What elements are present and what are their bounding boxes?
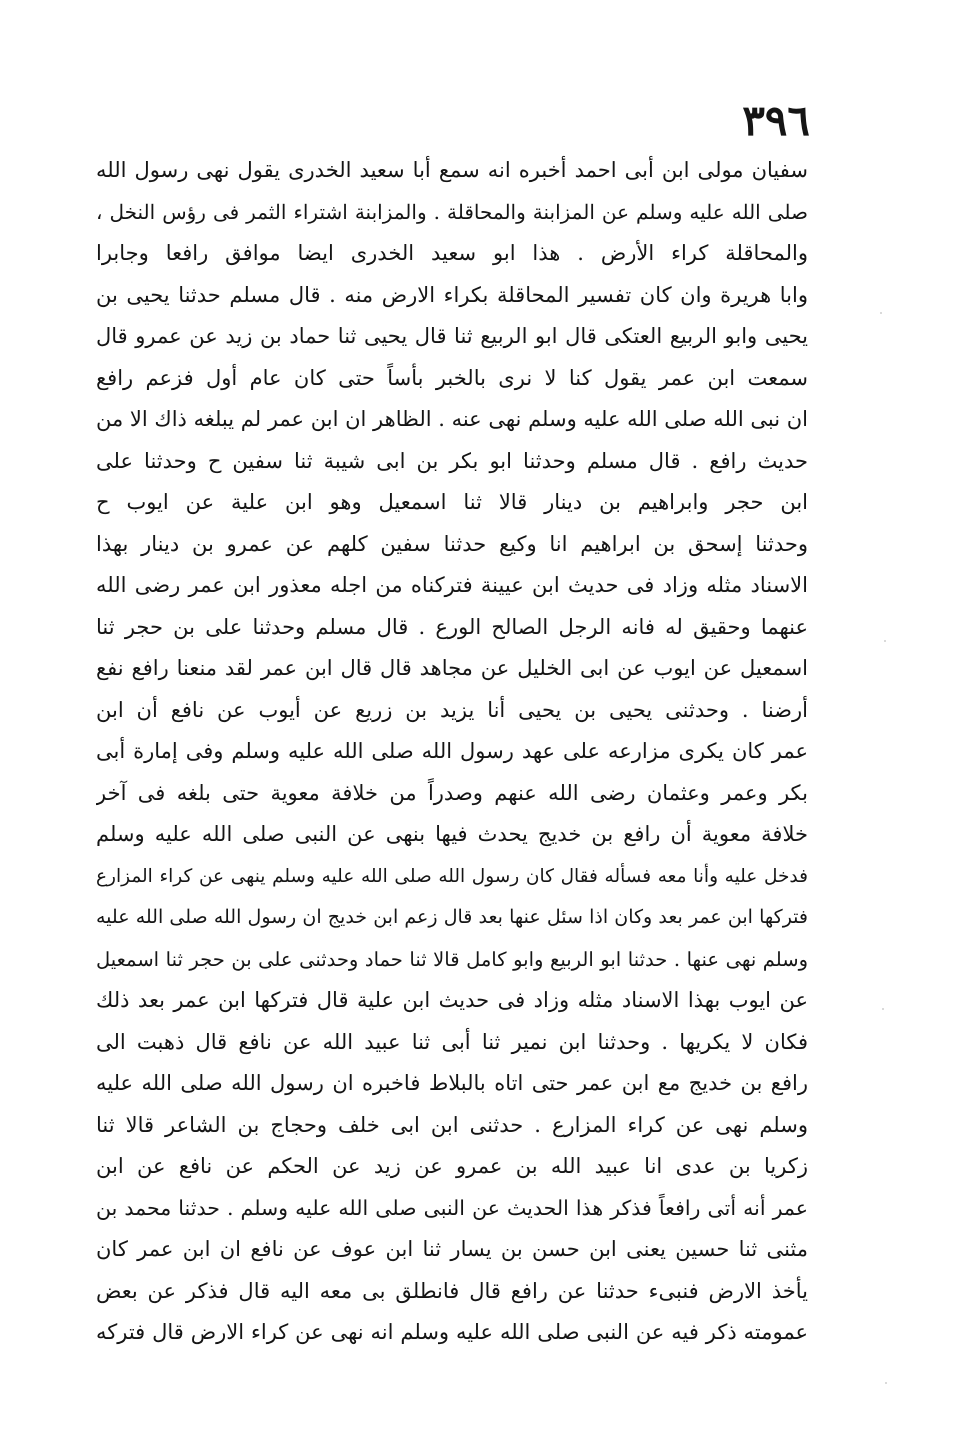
body-text (96, 150, 808, 1354)
text-line-15: عمر كان يكرى مزارعه على عهد رسول الله صلى الله عليه وسلم وفى إمارة أبى (96, 739, 808, 763)
text-line-4: وابا هريرة وان كان تفسير المحاقلة بكراء الارض منه . قال مسلم حدثنا يحيى بن (96, 282, 808, 307)
text-line-28: يأخذ الارض فنبىء حدثنا عن رافع قال فانطلق بى معه اليه قال فذكر عن بعض (96, 1278, 808, 1303)
text-line-18: فدخل عليه وأنا معه فسأله فقال كان رسول الله صلى الله عليه وسلم ينهى عن كراء المزارع (96, 865, 808, 887)
text-line-16: بكر وعمر وعثمان رضى الله عنهم وصدراً من خلافة معوية حتى بلغه فى آخر (96, 780, 808, 805)
text-line-2: صلى الله عليه وسلم عن المزابنة والمحاقلة . والمزابنة اشتراء الثمر فى رؤس النخل ، (96, 199, 808, 224)
scan-speck (880, 312, 882, 314)
text-line-5: يحيى وابو الربيع العتكى قال ابو الربيع ثنا قال يحيى ثنا حماد بن زيد عن عمرو قال (96, 324, 808, 348)
text-line-20: وسلم نهى عنها . حدثنا ابو الربيع وابو كامل قالا ثنا حماد وحدثنى على بن حجر ثنا اسمعيل (96, 947, 808, 971)
text-line-9: ابن حجر وابراهيم بن دينار قالا ثنا اسمعيل وهو ابن علية عن ايوب ح (96, 490, 808, 514)
text-line-1: سفيان مولى ابن أبى احمد أخبره انه سمع أبا سعيد الخدرى يقول نهى رسول الله (96, 158, 808, 182)
text-line-25: زكريا بن عدى انا عبيد الله بن عمرو عن زيد عن الحكم عن نافع عن ابن (96, 1154, 808, 1178)
text-line-6: سمعت ابن عمر يقول كنا لا نرى بالخبر بأساً حتى كان عام أول فزعم رافع (96, 365, 808, 390)
text-line-27: مثنى ثنا حسين يعنى ابن حسن بن يسار ثنا ابن عوف عن نافع ان ابن عمر كان (96, 1237, 808, 1261)
text-line-11: الاسناد مثله وزاد فى حديث ابن عيينة فتركناه من اجله معذور ابن عمر رضى الله (96, 573, 808, 597)
text-line-10: وحدثنا إسحق بن ابراهيم انا وكيع حدثنا سفين كلهم عن عمرو بن دينار بهذا (96, 531, 808, 556)
text-line-19: فتركها ابن عمر بعد وكان اذا سئل عنها بعد قال زعم ابن خديج ان رسول الله صلى الله عليه (96, 906, 808, 928)
text-line-13: اسمعيل عن ايوب عن ابى الخليل عن مجاهد قال قال ابن عمر لقد منعنا رافع نفع (96, 656, 808, 680)
text-line-29: عمومته ذكر فيه عن النبى صلى الله عليه وسلم انه نهى عن كراء الارض قال فتركه (96, 1320, 808, 1344)
text-line-14: أرضنا . وحدثنى يحيى بن يحيى أنا يزيد بن زريع عن أيوب عن نافع أن ابن (96, 697, 808, 722)
text-line-17: خلافة معوية أن رافع بن خديج يحدث فيها بنهى عن النبى صلى الله عليه وسلم (96, 822, 808, 846)
page-number: ٣٩٦ (742, 96, 810, 145)
scan-speck (882, 1008, 884, 1010)
text-line-21: عن ايوب بهذا الاسناد مثله وزاد فى حديث ابن علية قال فتركها ابن عمر بعد ذلك (96, 988, 808, 1012)
text-line-12: عنهما وحقيق له فانه الرجل الصالح الورع . قال مسلم وحدثنا على بن حجر ثنا (96, 614, 808, 639)
text-line-24: وسلم نهى عن كراء المزارع . حدثنى ابن ابى خلف وحجاج بن الشاعر قالا ثنا (96, 1112, 808, 1137)
text-line-26: عمر أنه أتى رافعاً فذكر هذا الحديث عن النبى صلى الله عليه وسلم . حدثنا محمد بن (96, 1195, 808, 1220)
text-line-7: ان نبى الله صلى الله عليه وسلم نهى عنه . الظاهر ان ابن عمر لم يبلغه ذاك الا من (96, 407, 808, 431)
scan-speck (885, 1382, 887, 1384)
text-line-3: والمحاقلة كراء الأرض . هذا ابو سعيد الخدرى ايضا موافق رافعا وجابرا (96, 241, 808, 265)
text-line-23: رافع بن خديج مع ابن عمر حتى اتاه بالبلاط فاخبره ان رسول الله صلى الله عليه (96, 1071, 808, 1095)
text-line-22: فكان لا يكريها . وحدثنا ابن نمير ثنا أبى ثنا عبيد الله عن نافع قال ذهبت الى (96, 1029, 808, 1054)
text-line-8: حديث رافع . قال مسلم وحدثنا ابو بكر بن ابى شيبة ثنا سفين ح وحدثنا على (96, 448, 808, 473)
scan-speck (884, 640, 886, 642)
